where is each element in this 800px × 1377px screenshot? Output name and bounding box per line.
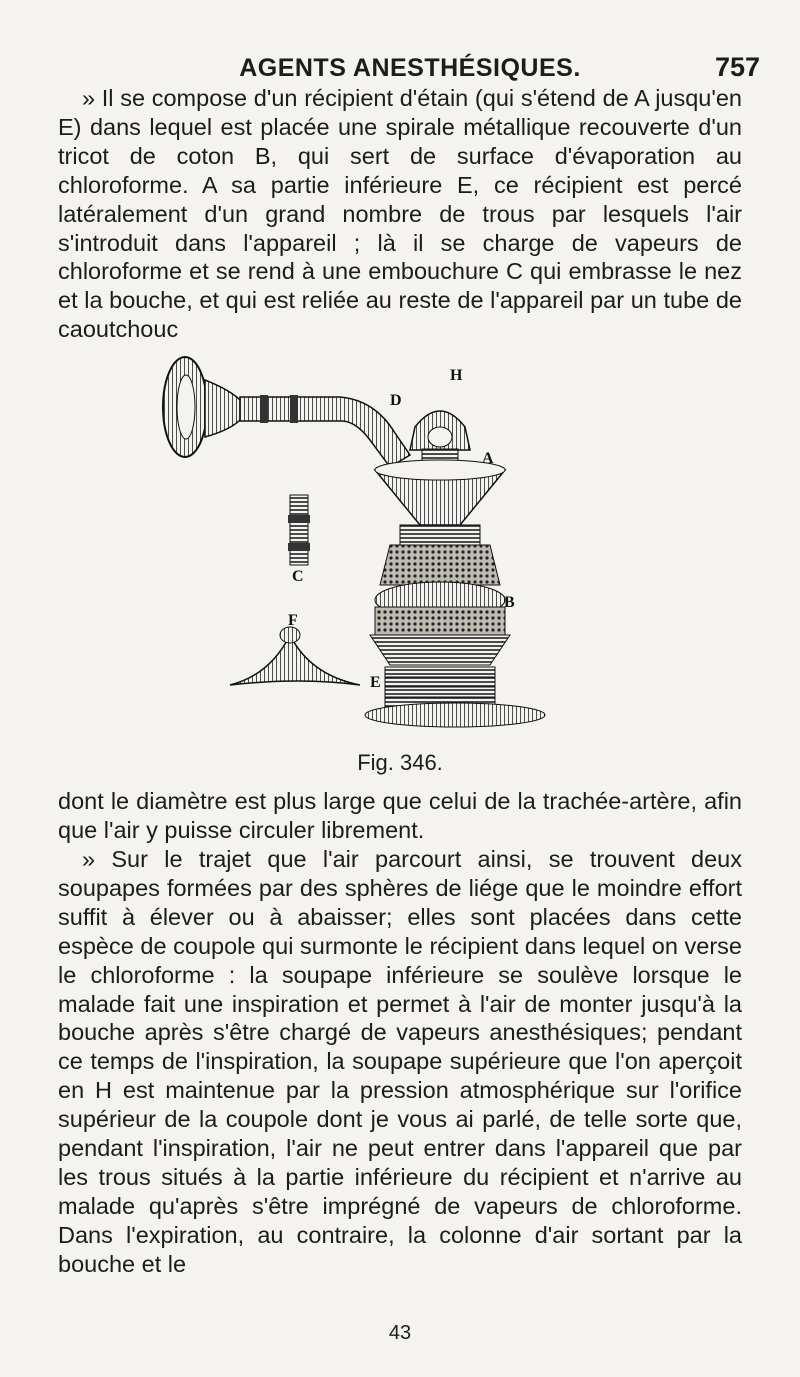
label-d: D	[390, 392, 402, 409]
running-title: AGENTS ANESTHÉSIQUES.	[239, 54, 581, 82]
label-a: A	[482, 450, 494, 467]
paragraph-3: » Sur le trajet que l'air parcourt ainsi, se trouvent deux soupapes formées par des sphères de liége que le moindre effort suffit à élever ou à abaisser; elles sont placées dans cette espèce de coupole qui surmonte le récipient dans lequel on verse le chloroforme : la soupape inférieure se soulève lorsque le malade fait une inspiration et permet à l'air de monter jusqu'à la bouche après s'être chargé de vapeurs anesthésiques; pendant ce temps de l'inspiration, la soupape supérieure que l'on aperçoit en H est maintenue par la pression atmosphérique sur l'orifice supérieur de la coupole dont je vous ai parlé, de telle sorte que, pendant l'inspiration, l'air ne peut entrer dans l'appareil que par les trous situés à la partie inférieure du récipient et n'arrive au malade qu'après s'être imprégné de vapeurs de chloroforme. Dans l'expiration, au contraire, la colonne d'air sortant par la bouche et le	[58, 846, 742, 1277]
funnel	[375, 460, 505, 525]
tube-segment-c	[288, 495, 310, 565]
label-b: B	[504, 594, 515, 611]
perforated-base	[365, 667, 545, 727]
figure-caption: Fig. 346.	[357, 750, 443, 775]
rubber-tube	[240, 395, 410, 467]
face-mask-f	[230, 627, 360, 685]
paragraph-1: » Il se compose d'un récipient d'étain (qui s'étend de A jusqu'en E) dans lequel est placée une spirale métallique recouverte d'un tricot de coton B, qui sert de surface d'évaporation au chloroforme. A sa partie inférieure E, ce récipient est percé latéralement d'un grand nombre de trous par lesquels l'air s'introduit dans l'appareil ; là il se charge de vapeurs de chloroforme et se rend à une embouchure C qui embrasse le nez et la bouche, et qui est reliée au reste de l'appareil par un tube de caoutchouc	[58, 85, 742, 343]
page-number: 757	[714, 52, 760, 82]
figure-346	[160, 345, 560, 745]
label-e: E	[370, 674, 381, 691]
label-h: H	[450, 367, 463, 384]
label-c: C	[292, 568, 304, 585]
inhaler-illustration	[160, 345, 560, 745]
label-f: F	[288, 612, 298, 629]
paragraph-2: dont le diamètre est plus large que celui de la trachée-artère, afin que l'air y puisse circuler librement.	[58, 788, 742, 843]
page-header	[60, 48, 760, 88]
signature-mark: 43	[388, 1322, 412, 1344]
mouthpiece-cup	[163, 357, 240, 457]
reservoir-body	[370, 525, 510, 665]
